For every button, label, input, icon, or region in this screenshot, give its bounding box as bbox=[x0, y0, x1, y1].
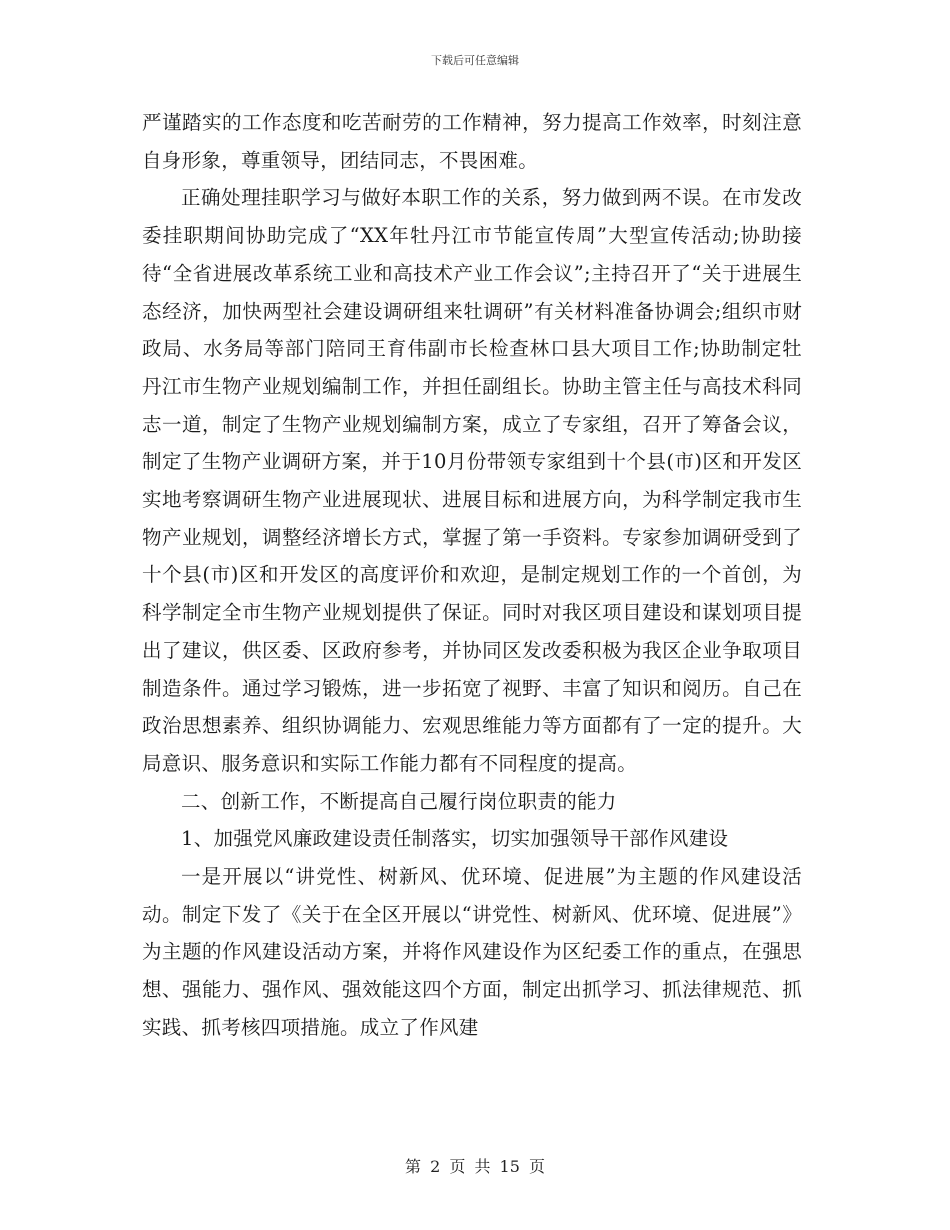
body-text bbox=[142, 104, 802, 1047]
subsection-heading: 1、加强党风廉政建设责任制落实，切实加强领导干部作风建设 bbox=[181, 827, 729, 851]
section-heading: 二、创新工作，不断提高自己履行岗位职责的能力 bbox=[181, 789, 617, 813]
paragraph: 正确处理挂职学习与做好本职工作的关系，努力做到两不误。在市发改委挂职期间协助完成了“XX年牡丹江市节能宣传周”大型宣传活动;协助接待“全省进展改革系统工业和高技术产业工作会议”;主持召开了“关于进展生态经济，加快两型社会建设调研组来牡调研”有关材料准备协调会;组织市财政局、水务局等部门陪同王育伟副市长检查林口县大项目工作;协助制定牡丹江市生物产业规划编制工作，并担任副组长。协助主管主任与高技术科同志一道，制定了生物产业规划编制方案，成立了专家组，召开了筹备会议，制定了生物产业调研方案，并于10月份带领专家组到十个县(市)区和开发区实地考察调研生物产业进展现状、进展目标和进展方向，为科学制定我市生物产业规划，调整经济增长方式，掌握了第一手资料。专家参加调研受到了十个县(市)区和开发区的高度评价和欢迎，是制定规划工作的一个首创，为科学制定全市生物产业规划提供了保证。同时对我区项目建设和谋划项目提出了建议，供区委、区政府参考，并协同区发改委积极为我区企业争取项目制造条件。通过学习锻炼，进一步拓宽了视野、丰富了知识和阅历。自己在政治思想素养、组织协调能力、宏观思维能力等方面都有了一定的提升。大局意识、服务意识和实际工作能力都有不同程度的提高。 bbox=[142, 186, 802, 775]
paragraph: 一是开展以“讲党性、树新风、优环境、促进展”为主题的作风建设活动。制定下发了《关于在全区开展以“讲党性、树新风、优环境、促进展”》为主题的作风建设活动方案，并将作风建设作为区纪委工作的重点，在强思想、强能力、强作风、强效能这四个方面，制定出抓学习、抓法律规范、抓实践、抓考核四项措施。成立了作风建 bbox=[142, 865, 802, 1039]
paragraph: 严谨踏实的工作态度和吃苦耐劳的工作精神，努力提高工作效率，时刻注意自身形象，尊重领导，团结同志，不畏困难。 bbox=[142, 111, 802, 172]
page-header: 下载后可任意编辑 bbox=[431, 54, 519, 67]
page-number: 第 2 页 共 15 页 bbox=[405, 1157, 545, 1176]
